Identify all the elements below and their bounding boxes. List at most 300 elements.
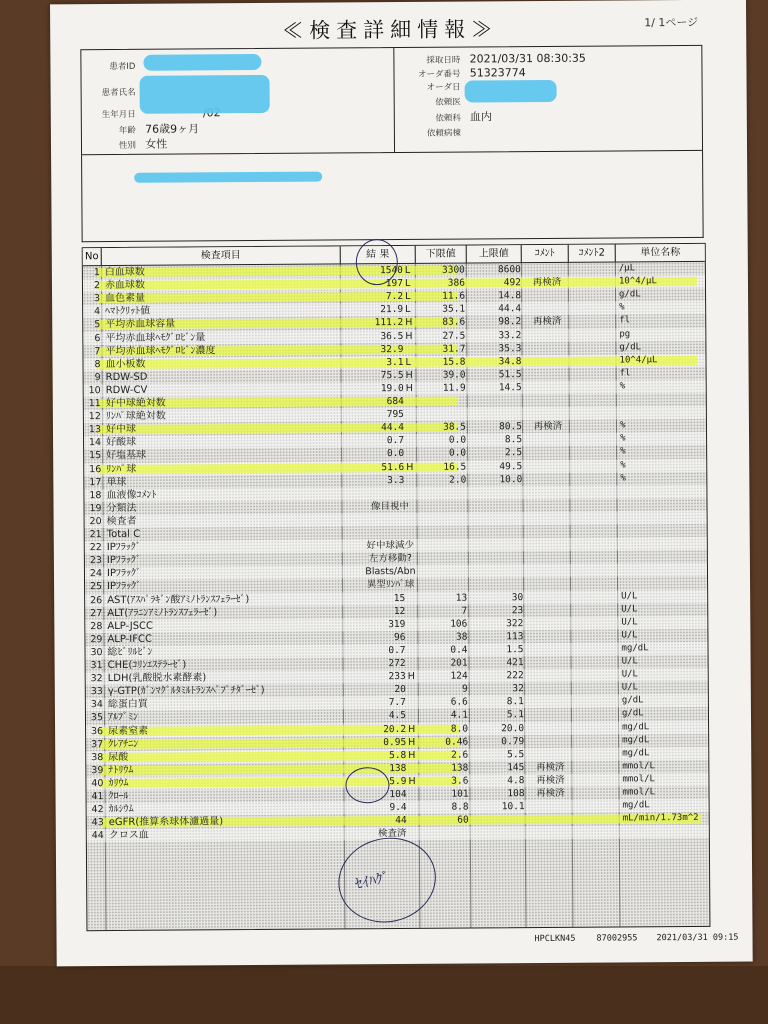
row-number: 40	[91, 777, 104, 790]
upper-limit: 145	[507, 761, 525, 774]
lower-limit: 38	[455, 631, 468, 643]
row-number: 27	[90, 607, 103, 619]
upper-limit: 30	[511, 591, 524, 603]
row-number: 17	[89, 476, 102, 488]
result-value: 5.8	[389, 749, 407, 761]
upper-limit: 33.2	[498, 329, 522, 341]
row-number: 28	[90, 620, 103, 632]
unit	[619, 825, 713, 826]
result-flag: L	[405, 304, 411, 316]
row-number: 4	[94, 306, 101, 318]
unit: mg/dL	[622, 721, 650, 732]
lower-limit: 3300	[441, 264, 465, 276]
unit	[616, 498, 710, 499]
test-item-name: RDW-CV	[105, 384, 148, 396]
result-value: 異型ﾘﾝﾊﾟ球	[366, 579, 415, 591]
test-item-name: 単球	[106, 476, 127, 488]
upper-limit: 14.5	[498, 382, 522, 394]
lower-limit: 2.0	[449, 474, 467, 486]
test-item-name: 総蛋白質	[107, 699, 148, 711]
upper-limit: 35.3	[498, 342, 522, 354]
footer-print-time: 2021/03/31 09:15	[656, 932, 739, 944]
upper-limit: 14.8	[498, 290, 522, 302]
order-panel	[394, 46, 702, 152]
unit: mmol/L	[622, 761, 655, 772]
ward-label: 依頼病棟	[426, 128, 461, 139]
test-item-name: ﾍﾏﾄｸﾘｯﾄ値	[105, 306, 151, 318]
upper-limit: 492	[503, 277, 522, 289]
test-item-name: クロス血	[108, 830, 149, 842]
patient-id-row	[89, 60, 135, 74]
requester-row	[403, 96, 461, 110]
test-item-name: 好中球	[105, 424, 137, 436]
result-value: Blasts/Abn	[365, 566, 416, 578]
birth-label: 生年月日	[101, 109, 136, 121]
lower-limit: 35.1	[442, 303, 466, 315]
row-number: 10	[88, 384, 101, 397]
row-number: 8	[94, 358, 101, 370]
lower-limit: 11.6	[442, 290, 466, 302]
test-item-name: 平均赤血球容量	[105, 318, 176, 331]
lower-limit: 9	[462, 683, 468, 695]
upper-limit: 51.5	[498, 368, 522, 381]
header-high: 上限値	[467, 245, 522, 262]
upper-limit: 0.79	[501, 735, 525, 747]
requester-label: 依頼医	[435, 97, 461, 108]
row-number: 1	[93, 267, 100, 279]
result-value: 684	[386, 395, 404, 408]
test-item-name: ALP-JSCC	[107, 620, 154, 632]
row-number: 31	[90, 660, 103, 672]
row-number: 35	[90, 712, 104, 724]
result-value: 19.0	[380, 382, 404, 395]
unit	[617, 537, 711, 538]
unit: U/L	[621, 656, 638, 667]
test-item-name: ｸﾛｰﾙ	[108, 790, 129, 803]
row-number: 13	[88, 424, 102, 436]
upper-limit: 10.1	[501, 801, 525, 813]
row-number: 38	[91, 751, 104, 763]
result-flag: H	[405, 369, 413, 381]
unit: pg	[619, 328, 631, 339]
row-number: 2	[93, 280, 101, 292]
test-item-name: 白血球数	[104, 266, 145, 279]
unit: fl	[619, 315, 631, 326]
row-number: 12	[88, 411, 101, 423]
test-item-name: ﾘﾝﾊﾟ球絶対数	[105, 410, 166, 423]
result-value: 0.95	[383, 736, 407, 748]
row-number: 30	[90, 646, 103, 659]
department-value: 血内	[469, 110, 493, 124]
test-item-name: eGFR(推算糸球体濾過量)	[108, 816, 224, 829]
test-item-name: IPﾌﾗｯｸﾞ	[106, 554, 141, 567]
row-number: 6	[94, 332, 101, 344]
page-number: 1/ 1ページ	[644, 15, 699, 30]
row-number: 21	[89, 529, 102, 541]
upper-limit: 8.1	[506, 696, 524, 708]
patient-name-label: 患者氏名	[101, 87, 136, 99]
lower-limit: 11.9	[442, 382, 466, 394]
upper-limit: 8.5	[504, 434, 523, 446]
unit: U/L	[621, 603, 638, 615]
upper-limit: 1.5	[506, 644, 524, 656]
result-value: 111.2	[374, 317, 404, 329]
comment: 再検済	[533, 421, 563, 433]
test-item-name: 分類法	[106, 502, 137, 514]
upper-limit: 2.5	[504, 447, 523, 459]
test-item-name: 平均赤血球ﾍﾓｸﾞﾛﾋﾞﾝ濃度	[105, 344, 216, 357]
comment: 再検済	[536, 761, 565, 773]
result-value: 9.4	[389, 802, 407, 814]
pen-circle-mark	[345, 767, 389, 803]
unit: %	[620, 446, 626, 457]
result-flag: H	[407, 670, 415, 683]
result-value: 7.7	[388, 697, 406, 709]
lower-limit: 15.8	[442, 356, 466, 368]
test-item-name: ｶﾙｼｳﾑ	[108, 803, 134, 816]
lower-limit: 0.0	[448, 434, 467, 446]
result-flag: H	[405, 382, 413, 394]
result-value: 3.3	[387, 474, 405, 486]
row-number: 42	[91, 804, 104, 816]
pen-circle-mark	[356, 239, 398, 285]
test-item-name: RDW-SD	[105, 371, 148, 383]
row-number: 39	[91, 764, 104, 776]
test-item-name: 尿酸	[108, 751, 129, 763]
unit	[616, 393, 710, 394]
patient-id-label: 患者ID	[109, 61, 136, 73]
unit: %	[620, 459, 626, 470]
result-value: 20	[394, 684, 406, 696]
order-number-value: 51323774	[469, 66, 526, 80]
result-value: 1540	[379, 264, 403, 277]
lower-limit: 106	[450, 618, 468, 630]
result-value: 51.6	[381, 461, 405, 473]
sex-row	[90, 138, 167, 154]
upper-limit: 421	[506, 657, 524, 669]
lower-limit: 0.0	[448, 447, 467, 460]
unit: %	[620, 473, 626, 484]
result-value: 44.4	[381, 422, 405, 434]
comment: 再検済	[536, 774, 565, 786]
unit: mg/dL	[622, 800, 650, 811]
age-row	[90, 122, 199, 138]
lower-limit: 8.8	[451, 801, 469, 813]
header-low: 下限値	[416, 246, 467, 263]
lower-limit: 3.6	[451, 775, 469, 787]
handwritten-stamp-text: ｾｲﾊｸﾞ	[353, 869, 392, 893]
upper-limit: 44.4	[498, 303, 522, 315]
result-value: 0.0	[386, 448, 405, 460]
lower-limit: 13	[455, 592, 468, 604]
test-item-name: 尿素窒素	[108, 725, 149, 737]
comment: 再検済	[536, 787, 565, 800]
test-item-name: 血小板数	[105, 358, 146, 370]
result-flag: H	[408, 736, 416, 748]
unit: U/L	[621, 669, 639, 680]
order-date-row	[403, 81, 461, 95]
header-item: 検査項目	[102, 246, 341, 265]
unit: U/L	[621, 617, 638, 628]
result-value: 像目視中	[370, 500, 410, 512]
department-label: 依頼科	[435, 113, 461, 124]
row-number: 18	[89, 489, 102, 501]
sex-value: 女性	[145, 137, 168, 151]
patient-panel	[81, 48, 395, 154]
result-value: 138	[389, 762, 407, 774]
result-value: 197	[385, 278, 404, 290]
row-number: 33	[90, 686, 103, 698]
unit: g/dL	[621, 708, 644, 719]
test-item-name: γ-GTP(ｶﾞﾝﾏｸﾞﾙﾀﾐﾙﾄﾗﾝｽﾍﾟﾌﾟﾁﾀﾞｰｾﾞ)	[107, 685, 265, 698]
lower-limit: 83.6	[442, 316, 466, 329]
result-value: 0.7	[388, 644, 406, 656]
result-value: 好中球減少	[366, 539, 415, 552]
lower-limit: 0.46	[445, 736, 469, 748]
redaction-mark	[143, 54, 261, 71]
lower-limit: 31.7	[442, 343, 466, 355]
header-result: 結 果	[341, 246, 416, 264]
test-item-name: ｸﾚｱﾁﾆﾝ	[108, 738, 139, 750]
row-number: 43	[91, 817, 104, 829]
row-number: 34	[90, 699, 103, 711]
comment: 再検済	[532, 276, 562, 289]
unit	[616, 406, 710, 407]
test-item-name: IPﾌﾗｯｸﾞ	[106, 541, 141, 554]
lower-limit: 386	[447, 277, 466, 289]
test-item-name: Total C	[106, 528, 141, 541]
test-item-name: IPﾌﾗｯｸﾞ	[107, 581, 142, 593]
row-number: 3	[93, 293, 101, 305]
unit	[617, 511, 711, 512]
memo-area	[81, 151, 704, 242]
upper-limit: 80.5	[499, 421, 523, 433]
result-flag: H	[406, 461, 414, 473]
test-item-name: 血液像ｺﾒﾝﾄ	[106, 489, 157, 501]
result-value: 272	[388, 657, 406, 670]
unit: g/dL	[619, 341, 642, 353]
lower-limit: 201	[450, 657, 468, 669]
upper-limit: 4.8	[507, 775, 525, 787]
lower-limit: 39.0	[442, 369, 466, 381]
unit: %	[620, 433, 626, 444]
upper-limit: 32	[512, 683, 524, 695]
result-value: 96	[393, 631, 406, 643]
unit	[616, 485, 710, 486]
unit: fl	[619, 368, 631, 379]
header-comment2: ｺﾒﾝﾄ2	[569, 244, 616, 261]
row-number: 24	[89, 568, 103, 580]
test-item-name: ALP-IFCC	[107, 633, 152, 645]
unit: %	[619, 420, 626, 431]
row-number: 22	[89, 542, 102, 554]
result-value: 36.5	[380, 330, 404, 342]
upper-limit: 23	[511, 604, 524, 616]
row-number: 9	[94, 371, 101, 383]
lab-report-sheet	[50, 0, 753, 966]
lower-limit: 60	[457, 814, 469, 826]
lower-limit: 124	[450, 670, 468, 682]
test-item-name: 好中球絶対数	[105, 397, 166, 410]
unit	[617, 576, 711, 577]
patient-info-box	[80, 45, 703, 155]
row-number: 25	[89, 581, 103, 593]
row-number: 19	[89, 502, 102, 514]
ward-row	[403, 127, 461, 141]
age-label: 年齢	[118, 125, 136, 136]
header-unit: 単位名称	[640, 247, 681, 259]
unit: %	[619, 302, 625, 313]
result-value: 検査済	[378, 828, 407, 840]
row-number: 44	[91, 830, 104, 842]
upper-limit: 113	[506, 630, 524, 643]
result-value: 5.9	[389, 775, 407, 787]
lower-limit: 4.1	[450, 709, 469, 722]
test-item-name: 好塩基球	[106, 450, 147, 462]
order-number-label: オーダ番号	[417, 69, 461, 80]
unit: mg/dL	[622, 747, 650, 759]
row-number: 23	[89, 555, 102, 567]
result-flag: H	[405, 317, 413, 329]
department-row	[403, 110, 492, 126]
result-value: 0.7	[386, 435, 405, 447]
lower-limit: 8.0	[450, 723, 469, 735]
unit: 10^4/μL	[618, 276, 657, 287]
lower-limit: 16.5	[443, 461, 467, 473]
header-comment: ｺﾒﾝﾄ	[522, 245, 569, 262]
unit: U/L	[621, 630, 638, 641]
upper-limit: 222	[506, 670, 524, 682]
lower-limit: 2.6	[451, 749, 469, 761]
result-flag: H	[408, 775, 416, 787]
row-number: 36	[90, 725, 104, 737]
unit: mg/dL	[621, 643, 649, 654]
upper-limit: 49.5	[499, 460, 523, 472]
unit: mg/dL	[622, 734, 650, 746]
upper-limit: 322	[506, 617, 524, 629]
test-item-name: 赤血球数	[104, 279, 146, 292]
unit: U/L	[621, 682, 639, 693]
row-number: 16	[89, 463, 102, 475]
row-number: 7	[94, 345, 101, 357]
desk-surface	[0, 966, 768, 1024]
result-flag: H	[408, 749, 416, 761]
unit	[617, 550, 711, 551]
lower-limit: 0.4	[450, 644, 468, 656]
unit: g/dL	[619, 289, 641, 300]
lower-limit: 38.5	[443, 421, 467, 433]
lower-limit: 101	[451, 788, 469, 800]
sex-label: 性別	[118, 140, 137, 151]
upper-limit: 5.1	[506, 709, 525, 721]
test-item-name: 好酸球	[106, 437, 137, 449]
row-number: 37	[91, 738, 104, 750]
row-number: 20	[89, 515, 102, 528]
result-value: 15	[393, 592, 406, 604]
unit: /μL	[618, 263, 636, 274]
row-number: 32	[90, 673, 103, 685]
result-value: 4.5	[388, 710, 407, 722]
test-item-name: 検査者	[106, 515, 137, 527]
result-value: 233	[388, 671, 406, 683]
redaction-mark	[140, 75, 270, 114]
upper-limit: 5.5	[507, 748, 525, 760]
header-no: No	[83, 248, 102, 265]
row-number: 5	[94, 319, 101, 331]
test-item-name: CHE(ｺﾘﾝｴｽﾃﾗｰｾﾞ)	[107, 659, 187, 672]
test-item-name: LDH(乳酸脱水素酵素)	[107, 672, 207, 685]
result-flag: L	[404, 278, 411, 290]
result-value: 12	[393, 605, 406, 617]
result-flag: H	[405, 330, 413, 342]
result-flag: L	[405, 291, 411, 303]
unit	[617, 524, 711, 525]
test-item-name: ﾘﾝﾊﾟ球	[106, 463, 137, 475]
unit: U/L	[621, 590, 638, 601]
result-flag: L	[405, 356, 411, 368]
upper-limit: 10.0	[499, 473, 523, 485]
lower-limit: 27.5	[442, 330, 466, 342]
result-value: 75.5	[380, 369, 404, 381]
upper-limit: 108	[507, 788, 525, 800]
unit: 10^4/μL	[619, 354, 658, 366]
result-value: 21.9	[380, 304, 404, 316]
result-value: 44	[395, 815, 407, 827]
footer-code: HPCLKN45	[534, 933, 576, 945]
unit: g/dL	[621, 695, 644, 706]
redaction-mark	[465, 80, 557, 103]
age-value: 76歳9ヶ月	[145, 122, 200, 136]
test-item-name: 平均赤血球ﾍﾓｸﾞﾛﾋﾞﾝ量	[105, 331, 206, 344]
result-value: 319	[388, 618, 406, 630]
test-item-name: ﾅﾄﾘｳﾑ	[108, 764, 134, 776]
upper-limit: 8600	[497, 264, 521, 276]
row-number: 26	[90, 594, 103, 606]
order-date-label: オーダ日	[426, 82, 461, 93]
comment: 再検済	[532, 316, 562, 328]
row-number: 29	[90, 633, 103, 645]
result-flag: H	[408, 723, 416, 735]
row-number: 41	[91, 791, 104, 803]
redaction-mark	[134, 172, 322, 183]
lower-limit: 138	[451, 762, 469, 774]
result-value: 32.9	[380, 343, 404, 355]
result-value: 20.2	[383, 723, 407, 735]
collected-label: 採取日時	[426, 55, 461, 66]
results-table	[82, 243, 711, 931]
footer-number: 87002955	[596, 933, 638, 944]
upper-limit: 98.2	[498, 316, 522, 328]
result-value: 3.1	[386, 356, 404, 368]
unit: %	[619, 381, 626, 392]
test-item-name: 血色素量	[105, 292, 146, 305]
unit: mmol/L	[622, 787, 656, 798]
result-value: 左方移動?	[368, 553, 412, 565]
upper-limit: 34.8	[498, 355, 522, 367]
row-number: 15	[89, 450, 102, 462]
lower-limit: 7	[461, 605, 468, 617]
test-item-name: ALT(ｱﾗﾆﾝｱﾐﾉﾄﾗﾝｽﾌｪﾗｰｾﾞ)	[107, 606, 218, 619]
row-number: 11	[88, 398, 101, 410]
test-item-name: ｱﾙﾌﾞﾐﾝ	[107, 712, 139, 724]
result-value: 795	[386, 409, 404, 421]
result-flag: L	[404, 264, 411, 276]
unit	[617, 563, 711, 564]
result-value: 104	[389, 788, 407, 801]
test-item-name: IPﾌﾗｯｸﾞ	[106, 568, 142, 580]
test-item-name: AST(ｱｽﾊﾟﾗｷﾞﾝ酸ｱﾐﾉﾄﾗﾝｽﾌｪﾗｰｾﾞ)	[107, 593, 250, 606]
test-item-name: 総ﾋﾞﾘﾙﾋﾞﾝ	[107, 646, 153, 658]
